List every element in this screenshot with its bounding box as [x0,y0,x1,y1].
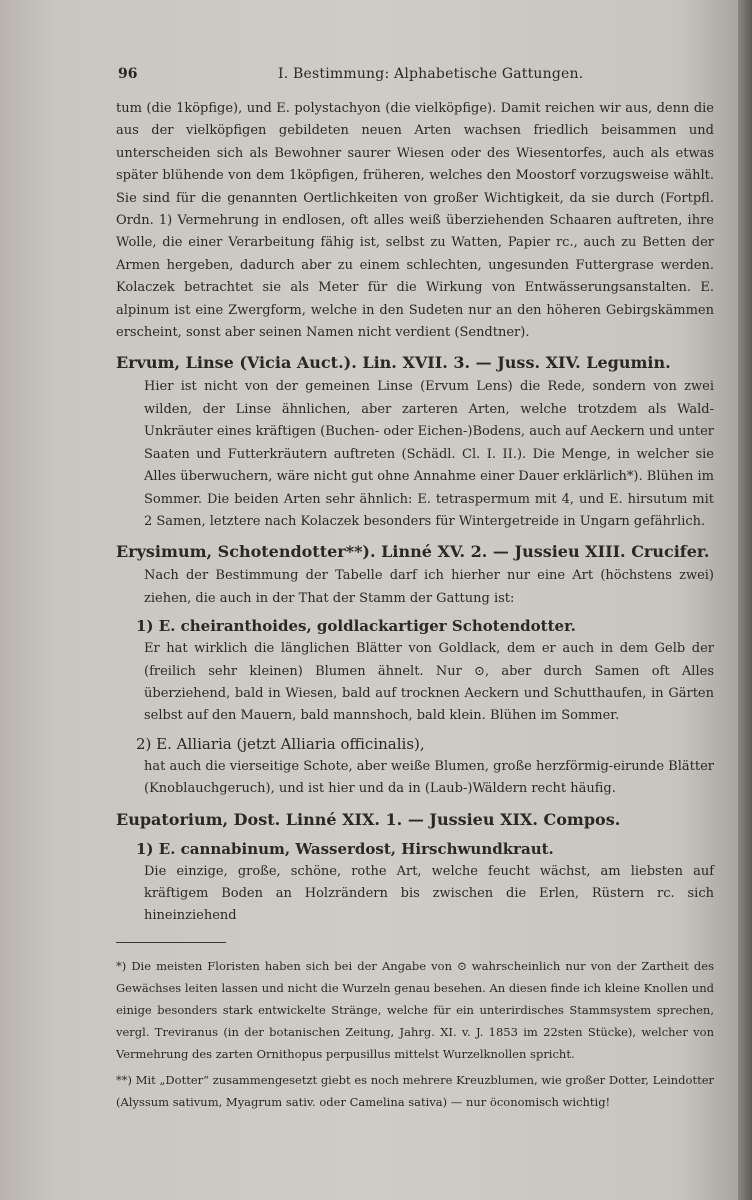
entry-erysimum-text: Nach der Bestimmung der Tabelle darf ich hierher nur eine Art (höchstens zwei) ziehen, die auch in der That der Stamm der Gattung ist: [144,568,714,606]
species-cannabinum-text: Die einzige, große, schöne, rothe Art, welche feucht wächst, am liebsten auf kräftigem Boden an Holzrändern bis zwischen die Erlen, Rüstern rc. sich hineinziehend [144,863,714,924]
species-alliaria-text: hat auch die vierseitige Schote, aber weiße Blumen, große herzförmig-eirunde Blätter (Knoblauchgeruch), und ist hier und da in (Laub-)Wäldern recht häufig. [144,758,714,797]
species-cannabinum-heading: 1) E. cannabinum, Wasserdost, Hirschwundkraut. [136,839,554,858]
footnote-2: **) Mit „Dotter“ zusammengesetzt giebt es noch mehrere Kreuzblumen, wie großer Dotter, Leindotter (Alyssum sativum, Myagrum sativ. oder Camelina sativa) — nur öconomisch wichtig! [116,1072,714,1109]
entry-ervum-text: Hier ist nicht von der gemeinen Linse (Ervum Lens) die Rede, sondern von zwei wilden, der Linse ähnlichen, aber zarteren Arten, welche trotzdem als Wald-Unkräuter eines kräftigen (Buchen- oder Eichen-)Bodens, auch auf Aeckern und unter Saaten und Futterkräutern auftreten (Schädl. Cl. I. II.). Die Menge, in welcher sie Alles überwuchern, wäre nicht gut ohne Annahme einer Dauer erklärlich*). Blühen im Sommer. Die beiden Arten sehr ähnlich: E. tetraspermum mit 4, und E. hirsutum mit 2 Samen, letztere nach Kolaczek besonders für Wintergetreide in Ungarn gefährlich. [144,379,714,529]
footnote-divider [116,942,226,943]
continued-paragraph: tum (die 1köpfige), und E. polystachyon (die vielköpfige). Damit reichen wir aus, denn die aus der vielköpfigen gebildeten neuen Arten wachsen friedlich beisammen und unterscheiden sich als Bewohner saurer Wiesen oder des Wiesentorfes, auch als etwas später blühende von dem 1köpfigen, früheren, welches den Moostorf vorzugsweise wählt. Sie sind für die genannten Oertlichkeiten von großer Wichtigkeit, da sie durch (Fortpfl. Ordn. 1) Vermehrung in endlosen, oft alles weiß überziehenden Schaaren auftreten, ihre Wolle, die einer Verarbeitung fähig ist, selbst zu Watten, Papier rc., auch zu Betten der Armen hergeben, dadurch aber zu einem schlechten, ungesunden Futtergrase werden. Kolaczek betrachtet sie als Meter für die Wirkung von Entwässerungsanstalten. E. alpinum ist eine Zwergform, welche in den Sudeten nur an den höheren Gebirgskämmen erscheint, sonst aber seinen Namen nicht verdient (Sendtner). [116,101,714,341]
running-title: I. Bestimmung: Alphabetische Gattungen. [278,66,584,82]
species-alliaria-heading: 2) E. Alliaria (jetzt Alliaria officinalis), [136,734,425,753]
species-cheiranthoides-text: Er hat wirklich die länglichen Blätter von Goldlack, dem er auch in dem Gelb der (freilich sehr kleinen) Blumen ähnelt. Nur ⊙, aber durch Samen oft Alles überziehend, bald in Wiesen, bald auf trocknen Aeckern und Schutthaufen, in Gärten selbst auf den Mauern, bald mannshoch, bald klein. Blühen im Sommer. [144,641,714,724]
running-header [118,66,648,86]
entry-erysimum-heading: Erysimum, Schotendotter**). Linné XV. 2. — Jussieu XIII. Crucifer. [116,542,710,562]
page-edge-shadow [738,0,752,1200]
entry-eupatorium-heading: Eupatorium, Dost. Linné XIX. 1. — Jussieu XIX. Compos. [116,809,621,829]
entry-ervum-heading: Ervum, Linse (Vicia Auct.). Lin. XVII. 3. — Juss. XIV. Legumin. [116,353,671,373]
page-number: 96 [118,66,138,82]
species-cheiranthoides-heading: 1) E. cheiranthoides, goldlackartiger Schotendotter. [136,617,576,636]
footnote-1: *) Die meisten Floristen haben sich bei der Angabe von ⊙ wahrscheinlich nur von der Zartheit des Gewächses leiten lassen und nicht die Wurzeln genau besehen. An diesen finde ich kleine Knollen und einige besonders stark entwickelte Stränge, welche für ein unterirdisches Stammsystem sprechen, vergl. Treviranus (in der botanischen Zeitung, Jahrg. XI. v. J. 1853 im 22sten Stücke), welcher von Vermehrung des zarten Ornithopus perpusillus mittelst Wurzelknollen spricht. [116,958,714,1061]
page-body [116,98,714,1113]
